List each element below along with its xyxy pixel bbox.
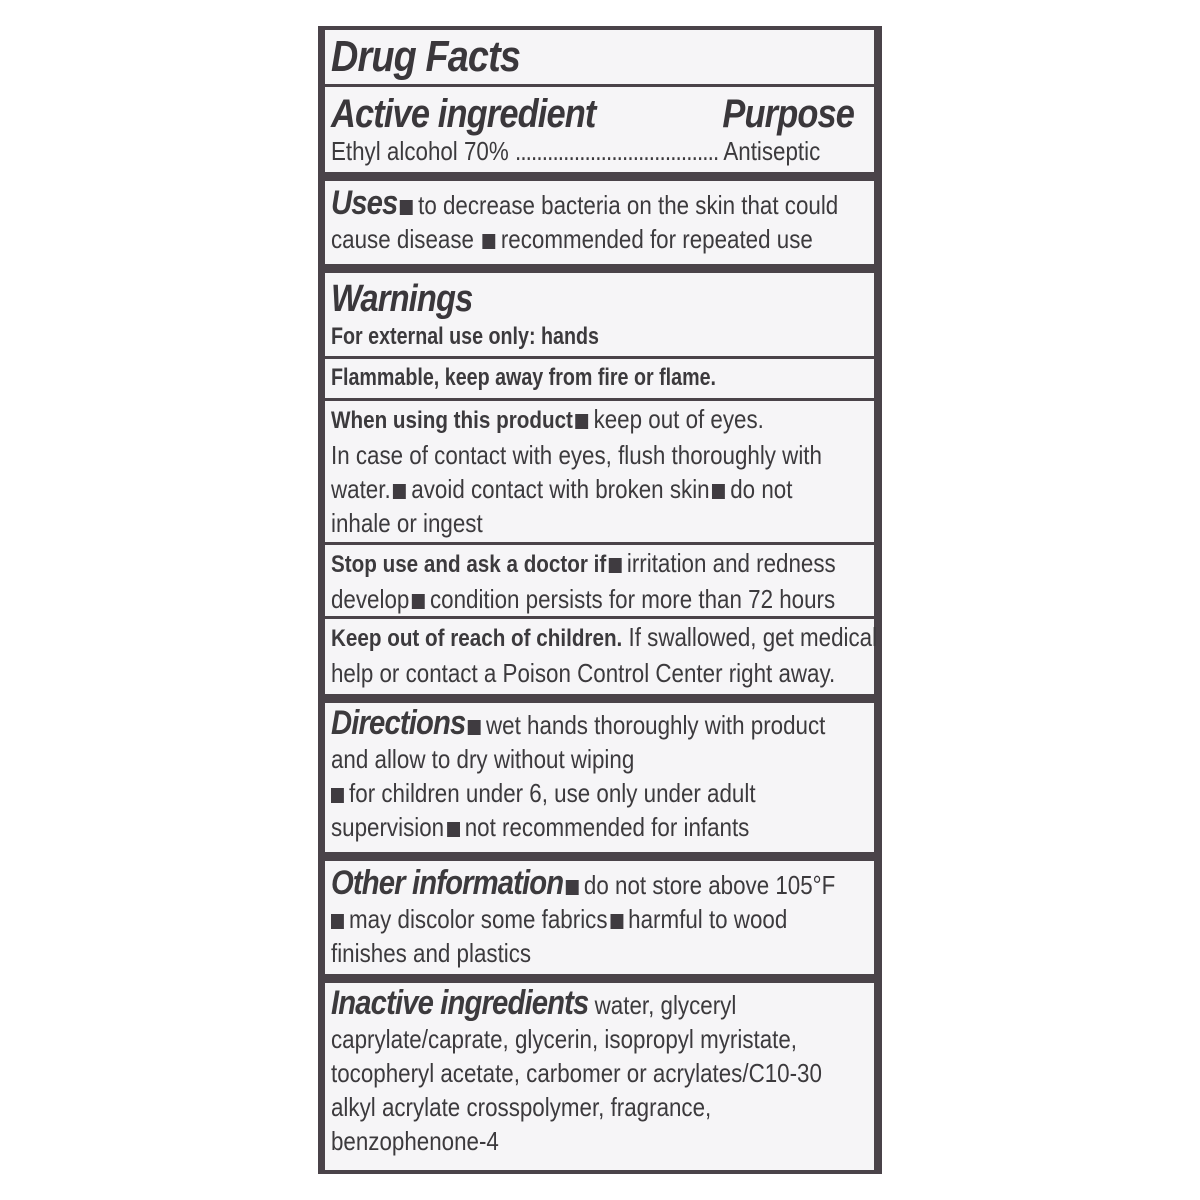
active-ingredient-name: Ethyl alcohol 70% — [331, 136, 509, 166]
warnings-heading: Warnings — [331, 278, 473, 320]
other-information-heading: Other information — [331, 864, 564, 902]
purpose-heading: Purpose — [722, 92, 854, 136]
flammable-warning: Flammable, keep away from fire or flame. — [331, 364, 717, 391]
uses-section — [325, 186, 874, 256]
bullet-square-icon — [566, 880, 579, 895]
active-ingredient-heading: Active ingredient — [331, 92, 596, 136]
divider — [325, 264, 874, 273]
directions-line-2: and allow to dry without wiping — [331, 744, 635, 774]
drug-facts-label — [318, 26, 882, 1174]
bullet-square-icon — [483, 234, 496, 249]
inactive-line-4: alkyl acrylate crosspolymer, fragrance, — [331, 1092, 712, 1122]
bullet-square-icon — [609, 558, 622, 573]
stop-use-section — [325, 546, 874, 616]
purpose-value: Antiseptic — [723, 136, 821, 166]
when-using-2: In case of contact with eyes, flush thoroughly with — [331, 440, 822, 470]
stop-use-2a: develop — [331, 584, 410, 614]
divider — [325, 616, 874, 619]
keep-out-section — [325, 620, 878, 690]
drug-facts-panel — [325, 30, 878, 1170]
directions-section — [325, 706, 874, 844]
divider — [325, 398, 874, 401]
other-line-3: finishes and plastics — [331, 938, 532, 968]
divider — [325, 694, 874, 703]
divider — [325, 852, 874, 861]
divider — [325, 974, 874, 983]
stop-use-1: irritation and redness — [626, 548, 836, 578]
bullet-square-icon — [468, 720, 481, 735]
inactive-line-5: benzophenone-4 — [331, 1126, 499, 1156]
warnings-section — [325, 278, 874, 353]
directions-line-4a: supervision — [331, 812, 445, 842]
bullet-square-icon — [712, 484, 725, 499]
divider — [325, 172, 874, 181]
divider — [325, 542, 874, 545]
inactive-ingredients-heading: Inactive ingredients — [331, 984, 589, 1022]
directions-line-4b: not recommended for infants — [464, 812, 750, 842]
other-information-section — [325, 866, 874, 970]
inactive-line-3: tocopheryl acetate, carbomer or acrylates/C10-30 — [331, 1058, 822, 1088]
when-using-3a: water. — [331, 474, 391, 504]
when-using-3c: do not — [730, 474, 793, 504]
when-using-section — [325, 402, 874, 540]
other-line-2b: harmful to wood — [628, 904, 788, 934]
when-using-4: inhale or ingest — [331, 508, 483, 538]
divider — [325, 84, 874, 87]
when-using-heading: When using this product — [331, 407, 573, 434]
other-line-1: do not store above 105°F — [583, 870, 836, 900]
directions-heading: Directions — [331, 704, 466, 742]
stop-use-2b: condition persists for more than 72 hours — [429, 584, 836, 614]
keep-out-1: If swallowed, get medical — [628, 622, 878, 652]
leader-dots: ...................................... — [514, 136, 719, 166]
uses-item-1: to decrease bacteria on the skin that could — [418, 190, 839, 220]
when-using-1: keep out of eyes. — [593, 404, 764, 434]
uses-item-2: recommended for repeated use — [500, 224, 813, 254]
keep-out-2: help or contact a Poison Control Center right away. — [331, 658, 836, 688]
inactive-ingredients-section — [325, 986, 874, 1158]
flammable-section — [325, 362, 874, 394]
external-use-warning: For external use only: hands — [331, 323, 599, 350]
drug-facts-title: Drug Facts — [331, 32, 521, 81]
bullet-square-icon — [393, 484, 406, 499]
inactive-line-1: water, glyceryl — [594, 990, 737, 1020]
bullet-square-icon — [576, 414, 589, 429]
bullet-square-icon — [331, 788, 344, 803]
uses-heading: Uses — [331, 184, 398, 222]
bullet-square-icon — [610, 914, 623, 929]
title-section — [325, 32, 874, 82]
bullet-square-icon — [331, 914, 344, 929]
directions-line-3: for children under 6, use only under adult — [349, 778, 756, 808]
bullet-square-icon — [400, 200, 413, 215]
divider — [325, 356, 874, 359]
inactive-line-2: caprylate/caprate, glycerin, isopropyl myristate, — [331, 1024, 798, 1054]
uses-item-1-cont: cause disease — [331, 224, 474, 254]
active-ingredient-section — [325, 92, 874, 168]
bullet-square-icon — [447, 822, 460, 837]
stop-use-heading: Stop use and ask a doctor if — [331, 551, 607, 578]
bullet-square-icon — [412, 594, 425, 609]
other-line-2a: may discolor some fabrics — [349, 904, 608, 934]
directions-line-1: wet hands thoroughly with product — [486, 710, 826, 740]
keep-out-heading: Keep out of reach of children. — [331, 625, 623, 652]
when-using-3b: avoid contact with broken skin — [411, 474, 710, 504]
